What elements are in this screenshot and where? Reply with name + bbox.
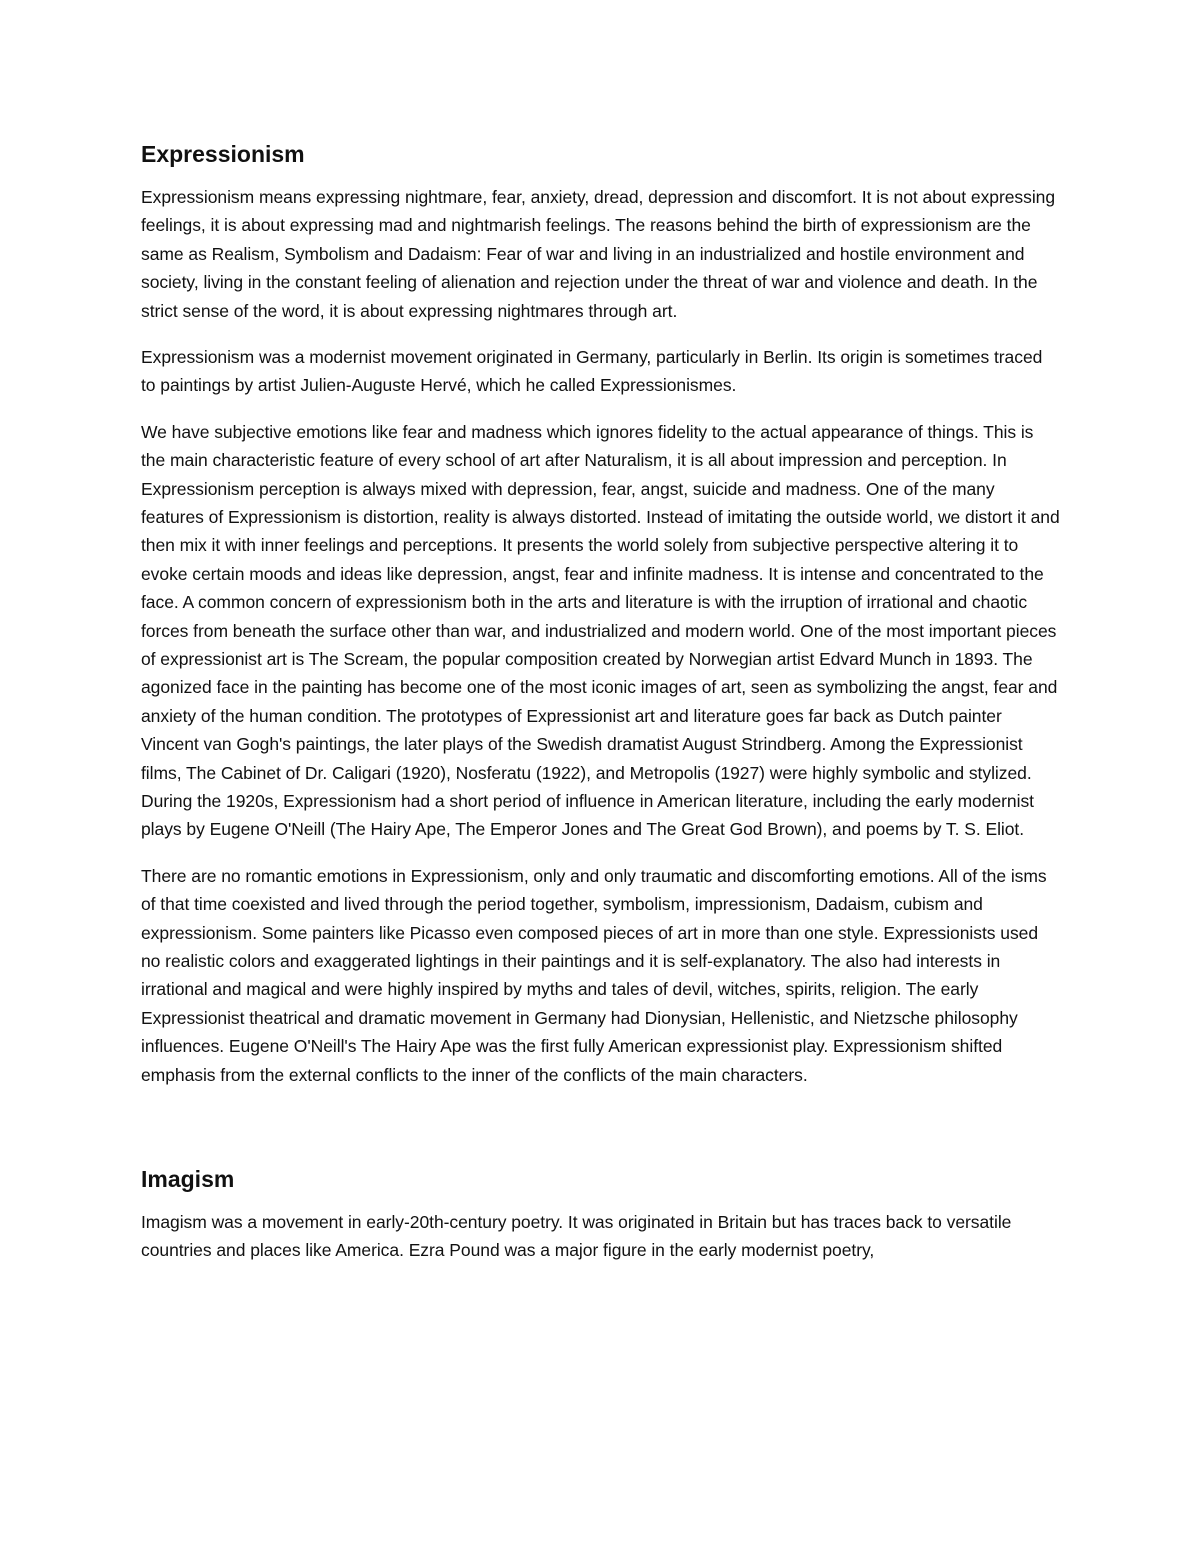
paragraph: We have subjective emotions like fear and madness which ignores fidelity to the actual appearance of things. This is the main characteristic feature of every school of art after Naturalism, it is all about impression and perception. In Expressionism perception is always mixed with depression, fear, angst, suicide and madness. One of the many features of Expressionism is distortion, reality is always distorted. Instead of imitating the outside world, we distort it and then mix it with inner feelings and perceptions. It presents the world solely from subjective perspective altering it to evoke certain moods and ideas like depression, angst, fear and infinite madness. It is intense and concentrated to the face. A common concern of expressionism both in the arts and literature is with the irruption of irrational and chaotic forces from beneath the surface other than war, and industrialized and modern world. One of the most important pieces of expressionist art is The Scream, the popular composition created by Norwegian artist Edvard Munch in 1893. The agonized face in the painting has become one of the most iconic images of art, seen as symbolizing the angst, fear and anxiety of the human condition. The prototypes of Expressionist art and literature goes far back as Dutch painter Vincent van Gogh's paintings, the later plays of the Swedish dramatist August Strindberg. Among the Expressionist films, The Cabinet of Dr. Caligari (1920), Nosferatu (1922), and Metropolis (1927) were highly symbolic and stylized. During the 1920s, Expressionism had a short period of influence in American literature, including the early modernist plays by Eugene O'Neill (The Hairy Ape, The Emperor Jones and The Great God Brown), and poems by T. S. Eliot. <box>141 421 1060 840</box>
document-page <box>141 140 1061 1283</box>
section-expressionism <box>141 140 1061 1089</box>
paragraph: Expressionism means expressing nightmare, fear, anxiety, dread, depression and discomfort. It is not about expressing feelings, it is about expressing mad and nightmarish feelings. The reasons behind the birth of expressionism are the same as Realism, Symbolism and Dadaism: Fear of war and living in an industrialized and hostile environment and society, living in the constant feeling of alienation and rejection under the threat of war and violence and death. In the strict sense of the word, it is about expressing nightmares through art. <box>141 186 1056 321</box>
section-heading: Expressionism <box>141 141 305 167</box>
section-imagism <box>141 1165 1061 1265</box>
paragraph: Imagism was a movement in early-20th-century poetry. It was originated in Britain but has traces back to versatile countries and places like America. Ezra Pound was a major figure in the early modernist poetry, <box>141 1211 1012 1261</box>
paragraph: Expressionism was a modernist movement originated in Germany, particularly in Berlin. Its origin is sometimes traced to paintings by artist Julien-Auguste Hervé, which he called Expressionismes. <box>141 346 1043 396</box>
section-heading: Imagism <box>141 1166 235 1193</box>
paragraph: There are no romantic emotions in Expressionism, only and only traumatic and discomforting emotions. All of the isms of that time coexisted and lived through the period together, symbolism, impressionism, Dadaism, cubism and expressionism. Some painters like Picasso even composed pieces of art in more than one style. Expressionists used no realistic colors and exaggerated lightings in their paintings and it is self-explanatory. The also had interests in irrational and magical and were highly inspired by myths and tales of devil, witches, spirits, religion. The early Expressionist theatrical and dramatic movement in Germany had Dionysian, Hellenistic, and Nietzsche philosophy influences. Eugene O'Neill's The Hairy Ape was the first fully American expressionist play. Expressionism shifted emphasis from the external conflicts to the inner of the conflicts of the main characters. <box>141 865 1047 1085</box>
